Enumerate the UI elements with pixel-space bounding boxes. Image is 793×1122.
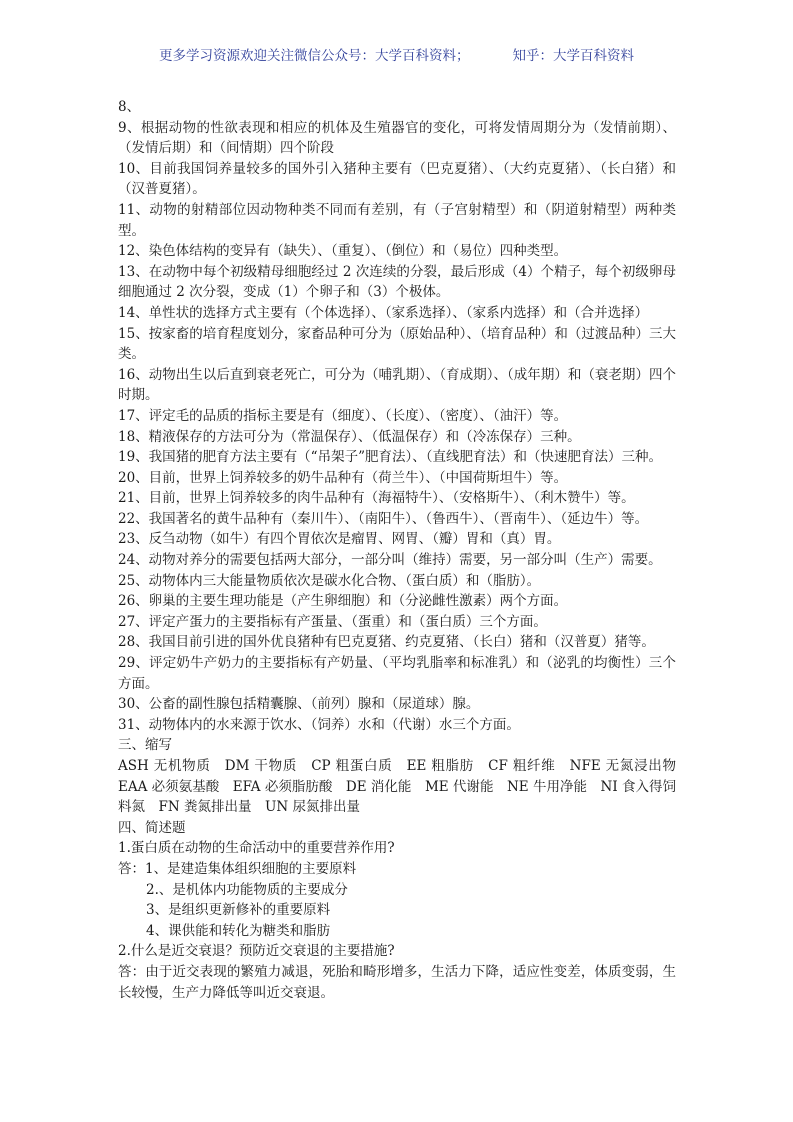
item-10: 10、目前我国饲养量较多的国外引入猪种主要有（巴克夏猪）、（大约克夏猪）、（长白猪）和（汉普夏猪）。 — [118, 160, 676, 198]
abbreviations-list: ASH 无机物质 DM 干物质 CP 粗蛋白质 EE 粗脂肪 CF 粗纤维 NFE 无氮浸出物 EAA 必须氨基酸 EFA 必须脂肪酸 DE 消化能 ME 代谢能 NE 牛用净能 NI 食入得饲料氮 FN 粪氮排出量 UN 尿氮排出量 — [118, 758, 676, 816]
item-8: 8、 — [118, 99, 141, 115]
question-1: 1.蛋白质在动物的生命活动中的重要营养作用? — [118, 840, 395, 857]
item-28: 28、我国目前引进的国外优良猪种有巴克夏猪、约克夏猪、（长白）猪和（汉普夏）猪等。 — [118, 634, 655, 651]
answer-1-point-3: 3、是组织更新修补的重要原料 — [146, 902, 331, 919]
item-11: 11、动物的射精部位因动物种类不同而有差别，有（子宫射精型）和（阴道射精型）两种类型。 — [118, 201, 676, 239]
item-17: 17、评定毛的品质的指标主要是有（细度）、（长度）、（密度）、（油汗）等。 — [118, 407, 568, 424]
item-27: 27、评定产蛋力的主要指标有产蛋量、（蛋重）和（蛋白质）三个方面。 — [118, 613, 547, 630]
section-abbreviations-heading: 三、缩写 — [118, 737, 172, 754]
item-16: 16、动物出生以后直到衰老死亡，可分为（哺乳期）、（育成期）、（成年期）和（衰老期）四个时期。 — [118, 366, 676, 404]
item-19: 19、我国猪的肥育方法主要有（“吊架子”肥育法）、（直线肥育法）和（快速肥育法）三种。 — [118, 449, 662, 466]
header-wechat-text: 更多学习资源欢迎关注微信公众号：大学百科资料； — [159, 48, 470, 64]
item-22: 22、我国著名的黄牛品种有（秦川牛）、（南阳牛）、（鲁西牛）、（晋南牛）、（延边牛）等。 — [118, 510, 649, 527]
document-body — [118, 97, 676, 1003]
item-29: 29、评定奶牛产奶力的主要指标有产奶量、（平均乳脂率和标准乳）和（泌乳的均衡性）三个方面。 — [118, 655, 676, 692]
item-26: 26、卵巢的主要生理功能是（产生卵细胞）和（分泌雌性激素）两个方面。 — [118, 593, 568, 610]
answer-2: 答：由于近交表现的繁殖力减退，死胎和畸形增多，生活力下降，适应性变差，体质变弱，生长较慢，生产力降低等叫近交衰退。 — [118, 963, 676, 1001]
question-2: 2.什么是近交衰退？预防近交衰退的主要措施? — [118, 943, 395, 960]
answer-1-point-4: 4、课供能和转化为糖类和脂肪 — [146, 922, 331, 939]
item-25: 25、动物体内三大能量物质依次是碳水化合物、（蛋白质）和（脂肪）。 — [118, 572, 541, 589]
header-zhihu-text: 知乎：大学百科资料 — [512, 48, 634, 64]
item-13: 13、在动物中每个初级精母细胞经过 2 次连续的分裂，最后形成（4）个精子，每个初级卵母细胞通过 2 次分裂，变成（1）个卵子和（3）个极体。 — [118, 263, 676, 301]
item-23: 23、反刍动物（如牛）有四个胃依次是瘤胃、网胃、（瓣）胃和（真）胃。 — [118, 531, 561, 548]
item-12: 12、染色体结构的变异有（缺失）、（重复）、（倒位）和（易位）四种类型。 — [118, 243, 568, 260]
item-15: 15、按家畜的培育程度划分，家畜品种可分为（原始品种）、（培育品种）和（过渡品种）三大类。 — [118, 325, 676, 363]
item-31: 31、动物体内的水来源于饮水、（饲养）水和（代谢）水三个方面。 — [118, 716, 520, 733]
page-header — [0, 44, 793, 64]
item-24: 24、动物对养分的需要包括两大部分，一部分叫（维持）需要，另一部分叫（生产）需要。 — [118, 552, 662, 569]
item-9: 9、根据动物的性欲表现和相应的机体及生殖器官的变化，可将发情周期分为（发情前期）、（发情后期）和（间情期）四个阶段 — [118, 119, 676, 157]
item-30: 30、公畜的副性腺包括精囊腺、（前列）腺和（尿道球）腺。 — [118, 696, 480, 713]
section-short-answer-heading: 四、简述题 — [118, 819, 186, 836]
answer-1-point-1: 答：1、是建造集体组织细胞的主要原料 — [118, 860, 357, 877]
item-18: 18、精液保存的方法可分为（常温保存）、（低温保存）和（冷冻保存）三种。 — [118, 428, 581, 445]
item-20: 20、目前，世界上饲养较多的奶牛品种有（荷兰牛）、（中国荷斯坦牛）等。 — [118, 469, 568, 486]
item-21: 21、目前，世界上饲养较多的肉牛品种有（海福特牛）、（安格斯牛）、（利木赞牛）等。 — [118, 490, 635, 507]
answer-1-point-2: 2.、是机体内功能物质的主要成分 — [146, 881, 348, 898]
item-14: 14、单性状的选择方式主要有（个体选择）、（家系选择）、（家系内选择）和（合并选择） — [118, 304, 649, 321]
